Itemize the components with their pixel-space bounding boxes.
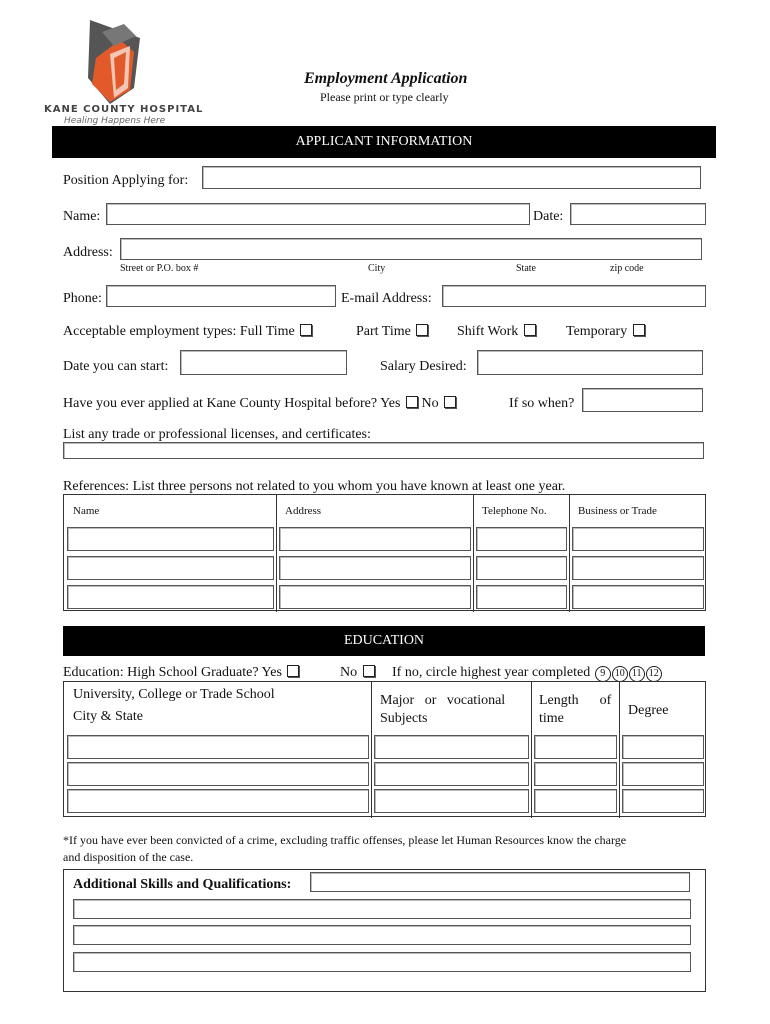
position-label: Position Applying for: <box>63 173 189 188</box>
logo-mark-icon <box>44 18 184 106</box>
edu2-degree-field[interactable] <box>622 762 704 786</box>
if-so-label: If so when? <box>509 396 575 411</box>
page-subtitle: Please print or type clearly <box>320 90 449 104</box>
state-hint: State <box>516 263 536 274</box>
licenses-field[interactable] <box>63 442 704 459</box>
skills-field-3[interactable] <box>73 925 691 945</box>
ref-col-name: Name <box>73 505 100 517</box>
edu2-major-field[interactable] <box>374 762 529 786</box>
salary-label: Salary Desired: <box>380 359 467 374</box>
references-intro: References: List three persons not related to you whom you have known at least one year. <box>63 479 566 494</box>
ref1-address-field[interactable] <box>279 527 471 551</box>
edu1-school-field[interactable] <box>67 735 369 759</box>
edu-col-major-2: Subjects <box>380 711 428 726</box>
start-date-label: Date you can start: <box>63 359 169 374</box>
applied-before-row <box>63 396 456 412</box>
education-table <box>63 681 706 817</box>
year-9-option[interactable]: 9 <box>595 666 611 682</box>
name-label: Name: <box>63 209 101 224</box>
city-hint: City <box>368 263 386 274</box>
part-time-label: Part Time <box>356 324 411 339</box>
conviction-note-line1: *If you have ever been convicted of a crime, excluding traffic offenses, please let Human Resources know the charge <box>63 833 627 847</box>
applied-yes-checkbox[interactable] <box>406 396 418 408</box>
logo-tagline: Healing Happens Here <box>64 116 166 126</box>
hospital-logo <box>44 18 204 128</box>
if-so-when-field[interactable] <box>582 388 703 412</box>
edu1-length-field[interactable] <box>534 735 617 759</box>
applied-no-label: No <box>421 396 439 411</box>
full-time-checkbox[interactable] <box>300 324 312 336</box>
ref2-phone-field[interactable] <box>476 556 567 580</box>
hs-grad-row <box>63 665 299 681</box>
applicant-section-header: APPLICANT INFORMATION <box>52 126 716 158</box>
start-date-field[interactable] <box>180 350 347 375</box>
temporary-option <box>566 324 645 340</box>
zip-hint: zip code <box>610 263 644 274</box>
edu-col-major-1: Major or vocational <box>380 693 506 708</box>
date-label: Date: <box>533 209 564 224</box>
ref-col-telephone: Telephone No. <box>482 505 547 517</box>
edu1-major-field[interactable] <box>374 735 529 759</box>
edu1-degree-field[interactable] <box>622 735 704 759</box>
ref1-name-field[interactable] <box>67 527 274 551</box>
edu-col-school-2: City & State <box>73 709 143 724</box>
highest-year-row <box>392 665 662 682</box>
year-10-option[interactable]: 10 <box>612 666 628 682</box>
hs-no-label: No <box>340 665 358 680</box>
skills-field-4[interactable] <box>73 952 691 972</box>
ref3-name-field[interactable] <box>67 585 274 609</box>
ref3-phone-field[interactable] <box>476 585 567 609</box>
ref3-address-field[interactable] <box>279 585 471 609</box>
ref2-address-field[interactable] <box>279 556 471 580</box>
ref2-business-field[interactable] <box>572 556 704 580</box>
email-field[interactable] <box>442 285 706 307</box>
conviction-note-line2: and disposition of the case. <box>63 850 194 864</box>
shift-work-label: Shift Work <box>457 324 519 339</box>
applied-before-label: Have you ever applied at Kane County Hospital before? Yes <box>63 396 401 411</box>
ref-col-address: Address <box>285 505 322 517</box>
applied-no-checkbox[interactable] <box>444 396 456 408</box>
ref3-business-field[interactable] <box>572 585 704 609</box>
highest-year-label: If no, circle highest year completed <box>392 665 591 680</box>
ref1-business-field[interactable] <box>572 527 704 551</box>
hs-yes-checkbox[interactable] <box>287 665 299 677</box>
year-12-option[interactable]: 12 <box>646 666 662 682</box>
skills-box <box>63 869 706 992</box>
part-time-option <box>356 324 428 340</box>
street-hint: Street or P.O. box # <box>120 263 199 274</box>
edu-col-length-2: time <box>539 711 564 726</box>
hs-grad-label: Education: High School Graduate? Yes <box>63 665 282 680</box>
date-field[interactable] <box>570 203 706 225</box>
edu3-length-field[interactable] <box>534 789 617 813</box>
skills-field-2[interactable] <box>73 899 691 919</box>
employment-types-row <box>63 324 312 340</box>
temporary-checkbox[interactable] <box>633 324 645 336</box>
licenses-label: List any trade or professional licenses, and certificates: <box>63 427 371 442</box>
employment-types-label: Acceptable employment types: Full Time <box>63 324 295 339</box>
edu-col-degree: Degree <box>628 703 669 718</box>
skills-label: Additional Skills and Qualifications: <box>73 877 292 892</box>
address-label: Address: <box>63 245 113 260</box>
skills-field-1[interactable] <box>310 872 690 892</box>
year-11-option[interactable]: 11 <box>629 666 645 682</box>
position-field[interactable] <box>202 166 701 189</box>
salary-field[interactable] <box>477 350 703 375</box>
phone-label: Phone: <box>63 291 102 306</box>
shift-work-checkbox[interactable] <box>524 324 536 336</box>
education-section-header: EDUCATION <box>63 626 705 656</box>
references-table <box>63 494 706 611</box>
edu3-major-field[interactable] <box>374 789 529 813</box>
part-time-checkbox[interactable] <box>416 324 428 336</box>
edu-col-school-1: University, College or Trade School <box>73 687 275 702</box>
edu2-school-field[interactable] <box>67 762 369 786</box>
phone-field[interactable] <box>106 285 336 307</box>
shift-work-option <box>457 324 536 340</box>
name-field[interactable] <box>106 203 530 225</box>
logo-name: KANE COUNTY HOSPITAL <box>44 104 204 115</box>
address-field[interactable] <box>120 238 702 260</box>
ref2-name-field[interactable] <box>67 556 274 580</box>
page-title: Employment Application <box>304 70 468 87</box>
edu3-degree-field[interactable] <box>622 789 704 813</box>
ref-col-business: Business or Trade <box>578 505 657 517</box>
hs-no-option <box>340 665 375 681</box>
edu3-school-field[interactable] <box>67 789 369 813</box>
edu-col-length-1: Length of <box>539 693 612 708</box>
email-label: E-mail Address: <box>341 291 432 306</box>
ref1-phone-field[interactable] <box>476 527 567 551</box>
temporary-label: Temporary <box>566 324 628 339</box>
hs-no-checkbox[interactable] <box>363 665 375 677</box>
edu2-length-field[interactable] <box>534 762 617 786</box>
